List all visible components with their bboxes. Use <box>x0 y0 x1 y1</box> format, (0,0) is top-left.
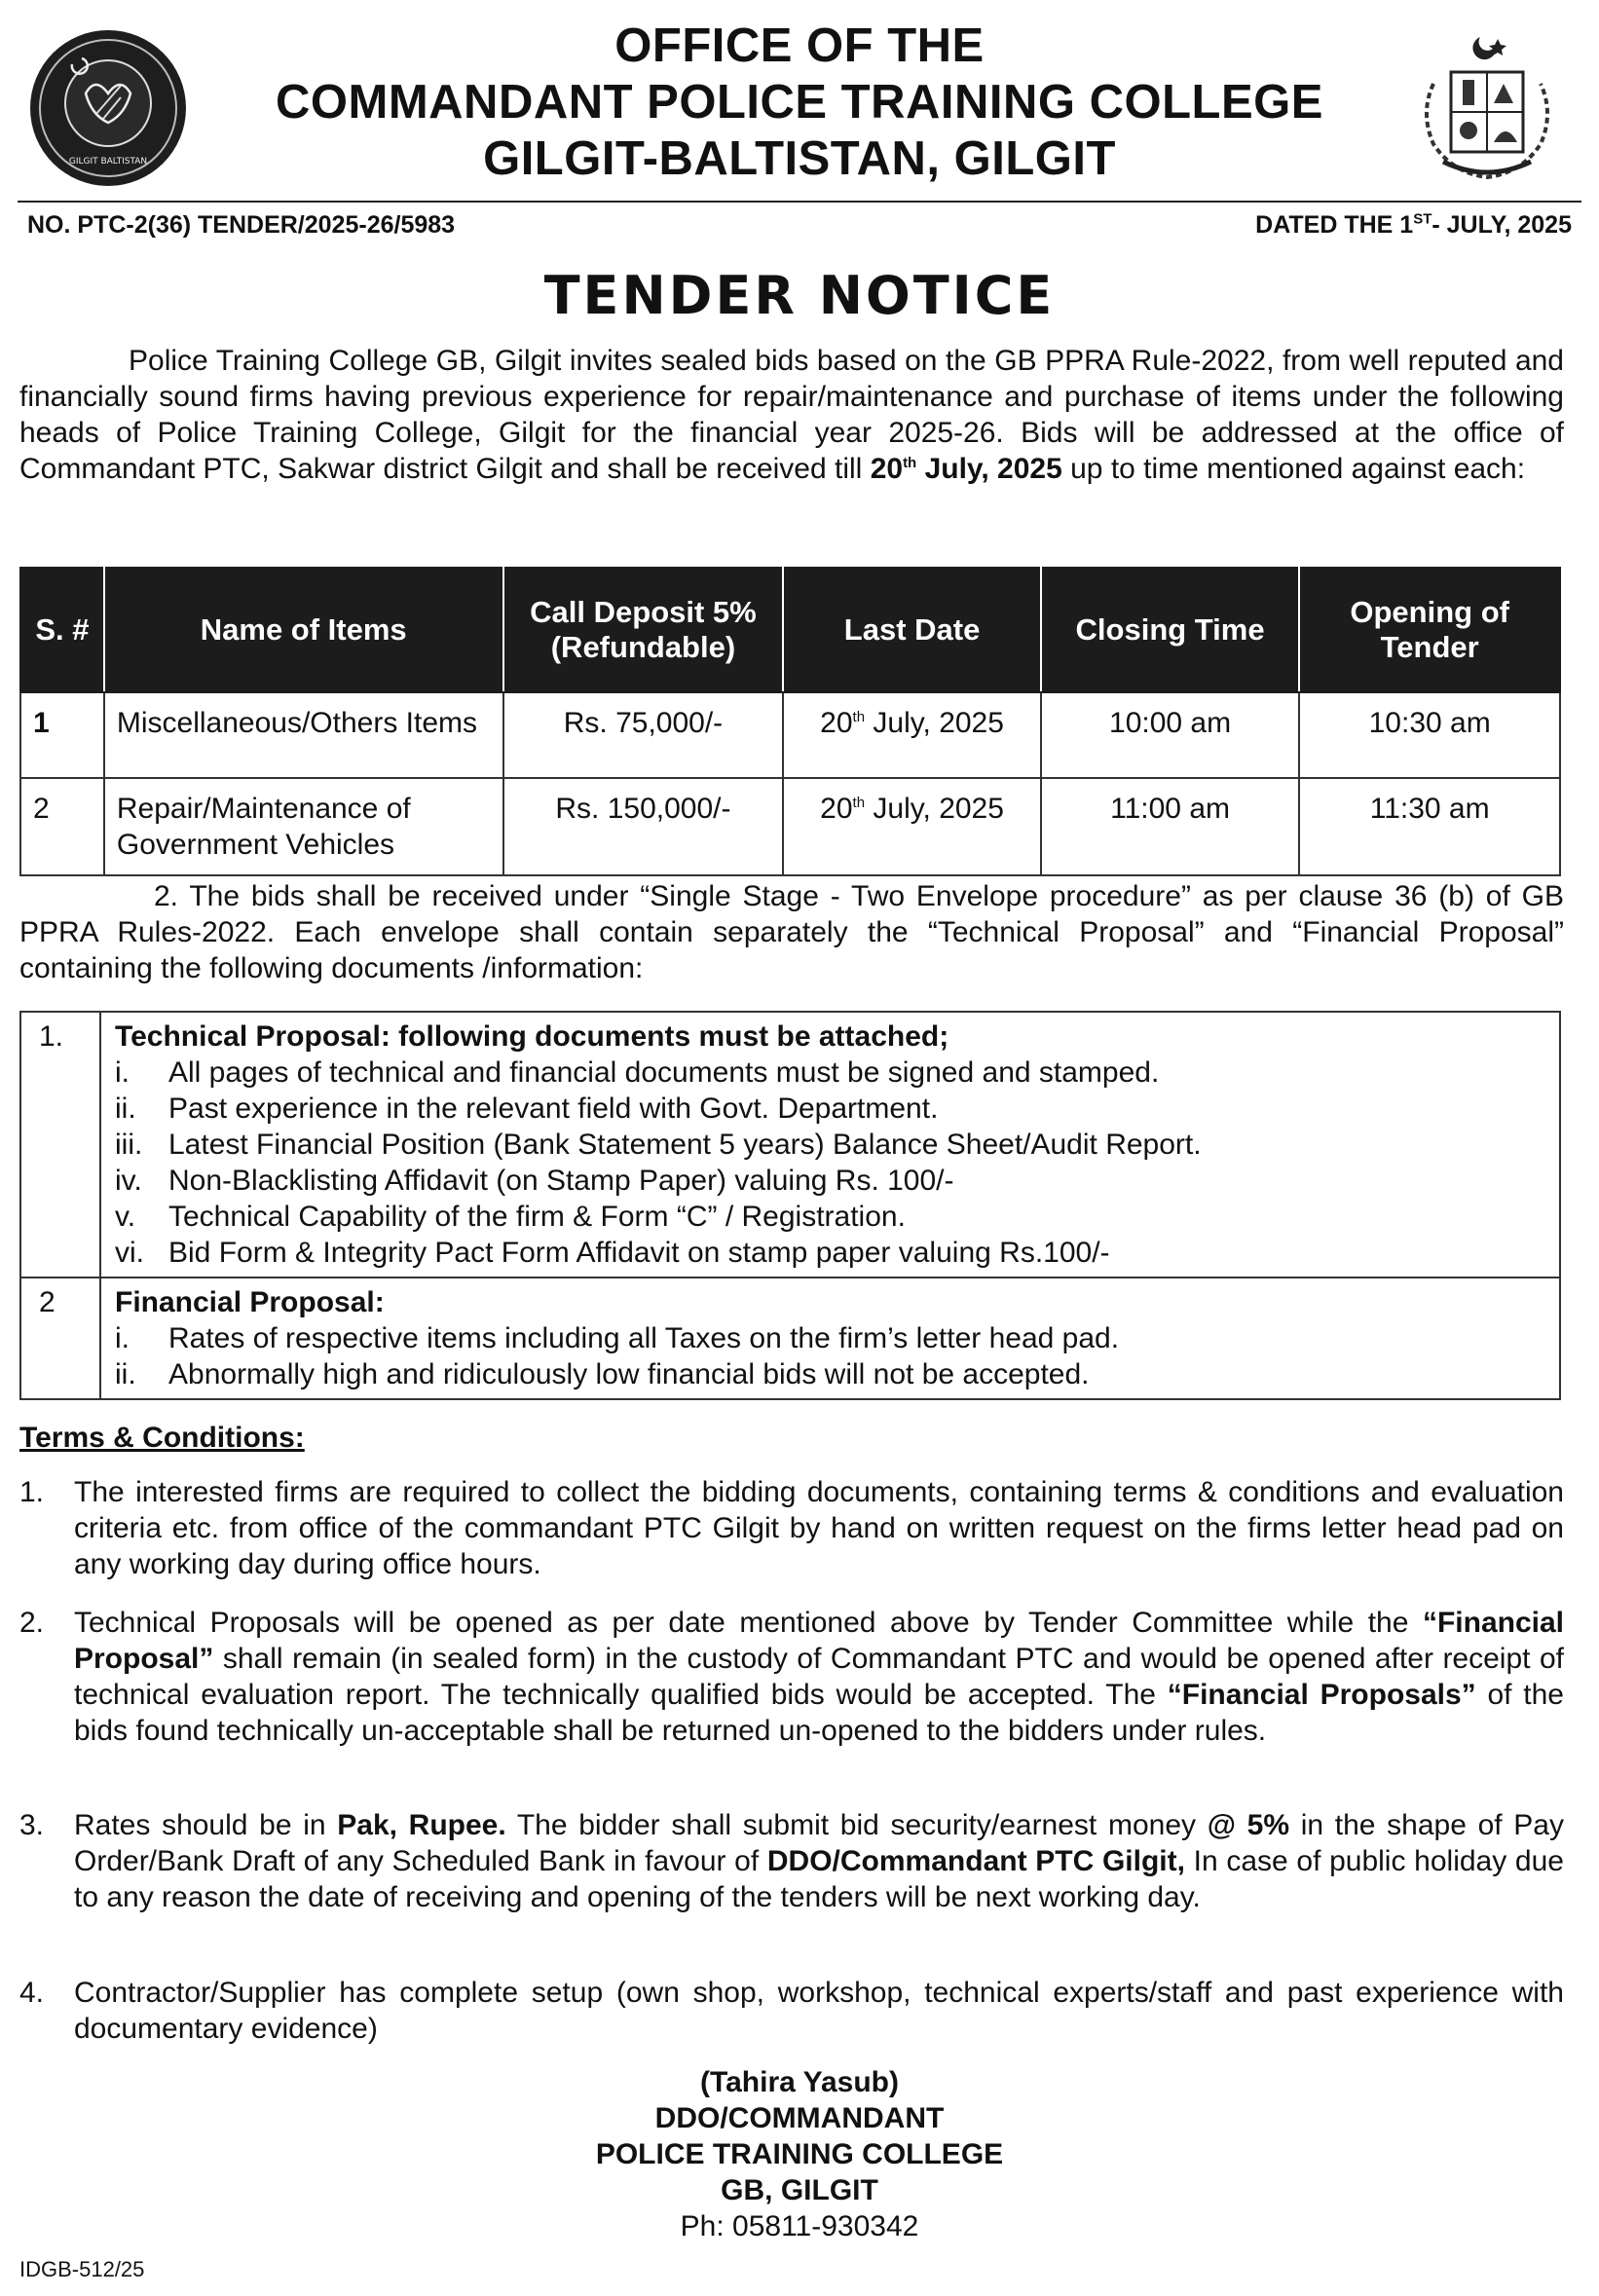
reference-date: DATED THE 1ST- JULY, 2025 <box>1255 210 1572 239</box>
list-item: ii. Abnormally high and ridiculously low financial bids will not be accepted. <box>115 1358 1090 1390</box>
signature-block <box>0 2064 1599 2244</box>
cell-sno: 1 <box>20 692 104 778</box>
col-header-opening: Opening of Tender <box>1299 568 1560 692</box>
emblem-caption: GILGIT BALTISTAN <box>68 157 148 167</box>
term-2: 2. Technical Proposals will be opened as per date mentioned above by Tender Committee while the “Financial Proposal” shall remain (in sealed form) in the custody of Commandant PTC and would be opened after receipt of technical evaluation report. The technically qualified bids would be accepted. The “Financial Proposals” of the bids found technically un-acceptable shall be returned un-opened to the bidders under rules. <box>19 1607 1564 1747</box>
technical-proposal-cell <box>100 1012 1560 1278</box>
reference-row <box>27 211 1572 246</box>
notice-title: TENDER NOTICE <box>543 265 1056 326</box>
cell-deposit: Rs. 75,000/- <box>503 692 784 778</box>
financial-proposal-heading: Financial Proposal: <box>115 1286 385 1318</box>
signatory-phone: Ph: 05811-930342 <box>680 2210 919 2242</box>
title-line-2: COMMANDANT POLICE TRAINING COLLEGE <box>276 76 1323 129</box>
cell-last-date: 20th July, 2025 <box>783 692 1040 778</box>
terms-heading: Terms & Conditions: <box>19 1422 305 1454</box>
cell-deposit: Rs. 150,000/- <box>503 778 784 875</box>
title-line-3: GILGIT-BALTISTAN, GILGIT <box>483 132 1116 185</box>
procedure-paragraph: 2. The bids shall be received under “Single Stage - Two Envelope procedure” as per clause 36 (b) of GB PPRA Rules-2022. Each envelope shall contain separately the “Technical Proposal” and “Financial Proposal” containing the following documents /information: <box>19 880 1564 984</box>
documents-table <box>19 1011 1561 1400</box>
list-item: ii. Past experience in the relevant field with Govt. Department. <box>115 1092 939 1125</box>
list-item: i. Rates of respective items including all Taxes on the firm’s letter head pad. <box>115 1322 1120 1354</box>
footer-reference: IDGB-512/25 <box>19 2257 145 2281</box>
col-header-items: Name of Items <box>104 568 503 692</box>
list-item: i. All pages of technical and financial documents must be signed and stamped. <box>115 1056 1160 1089</box>
cell-closing-time: 10:00 am <box>1041 692 1300 778</box>
col-header-closing: Closing Time <box>1041 568 1300 692</box>
list-item: iii. Latest Financial Position (Bank Statement 5 years) Balance Sheet/Audit Report. <box>115 1129 1202 1161</box>
technical-proposal-heading: Technical Proposal: following documents must be attached; <box>115 1020 949 1053</box>
term-1: 1. The interested firms are required to collect the bidding documents, containing terms & conditions and evaluation criteria etc. from office of the commandant PTC Gilgit by hand on written request on the firms letter head pad on any working day during office hours. <box>19 1476 1564 1580</box>
cell-last-date: 20th July, 2025 <box>783 778 1040 875</box>
list-item: v. Technical Capability of the firm & Form “C” / Registration. <box>115 1201 906 1233</box>
table-row <box>20 692 1560 778</box>
title-line-1: OFFICE OF THE <box>614 19 985 72</box>
letterhead <box>18 12 1581 197</box>
financial-proposal-row <box>20 1278 1560 1399</box>
list-item: vi. Bid Form & Integrity Pact Form Affidavit on stamp paper valuing Rs.100/- <box>115 1237 1110 1269</box>
ptc-emblem-logo <box>25 25 191 191</box>
signatory-place: GB, GILGIT <box>721 2174 878 2206</box>
list-item: iv. Non-Blacklisting Affidavit (on Stamp Paper) valuing Rs. 100/- <box>115 1165 954 1197</box>
tender-schedule-table <box>19 567 1561 876</box>
table-row <box>20 778 1560 875</box>
cell-sno: 2 <box>20 778 104 875</box>
header-divider <box>18 201 1581 203</box>
row-number: 1. <box>20 1012 100 1278</box>
signatory-name: (Tahira Yasub) <box>700 2066 899 2098</box>
cell-item: Miscellaneous/Others Items <box>104 692 503 778</box>
cell-item: Repair/Maintenance of Government Vehicles <box>104 778 503 875</box>
table-header-row <box>20 568 1560 692</box>
cell-opening-time: 11:30 am <box>1299 778 1560 875</box>
col-header-sno: S. # <box>20 568 104 692</box>
term-4: 4. Contractor/Supplier has complete setup (own shop, workshop, technical experts/staff and past experience with documentary evidence) <box>19 1977 1564 2045</box>
intro-paragraph: Police Training College GB, Gilgit invites sealed bids based on the GB PPRA Rule-2022, from well reputed and financially sound firms having previous experience for repair/maintenance and purchase of items under the following heads of Police Training College, Gilgit for the financial year 2025-26. Bids will be addressed at the office of Commandant PTC, Sakwar district Gilgit and shall be received till 20th July, 2025 up to time mentioned against each: <box>19 345 1564 485</box>
reference-number: NO. PTC-2(36) TENDER/2025-26/5983 <box>27 211 456 239</box>
signatory-organization: POLICE TRAINING COLLEGE <box>595 2138 1004 2170</box>
col-header-deposit: Call Deposit 5% (Refundable) <box>503 568 784 692</box>
col-header-last-date: Last Date <box>783 568 1040 692</box>
cell-opening-time: 10:30 am <box>1299 692 1560 778</box>
row-number: 2 <box>20 1278 100 1399</box>
financial-proposal-cell <box>100 1278 1560 1399</box>
cell-closing-time: 11:00 am <box>1041 778 1300 875</box>
technical-proposal-row <box>20 1012 1560 1278</box>
office-title <box>212 18 1387 187</box>
term-3: 3. Rates should be in Pak, Rupee. The bidder shall submit bid security/earnest money @ 5% in the shape of Pay Order/Bank Draft of any Scheduled Bank in favour of DDO/Commandant PTC Gilgit, In case of public holiday due to any reason the date of receiving and opening of the tenders will be next working day. <box>19 1809 1564 1913</box>
gb-coat-of-arms-logo <box>1404 25 1570 191</box>
signatory-designation: DDO/COMMANDANT <box>654 2102 945 2134</box>
